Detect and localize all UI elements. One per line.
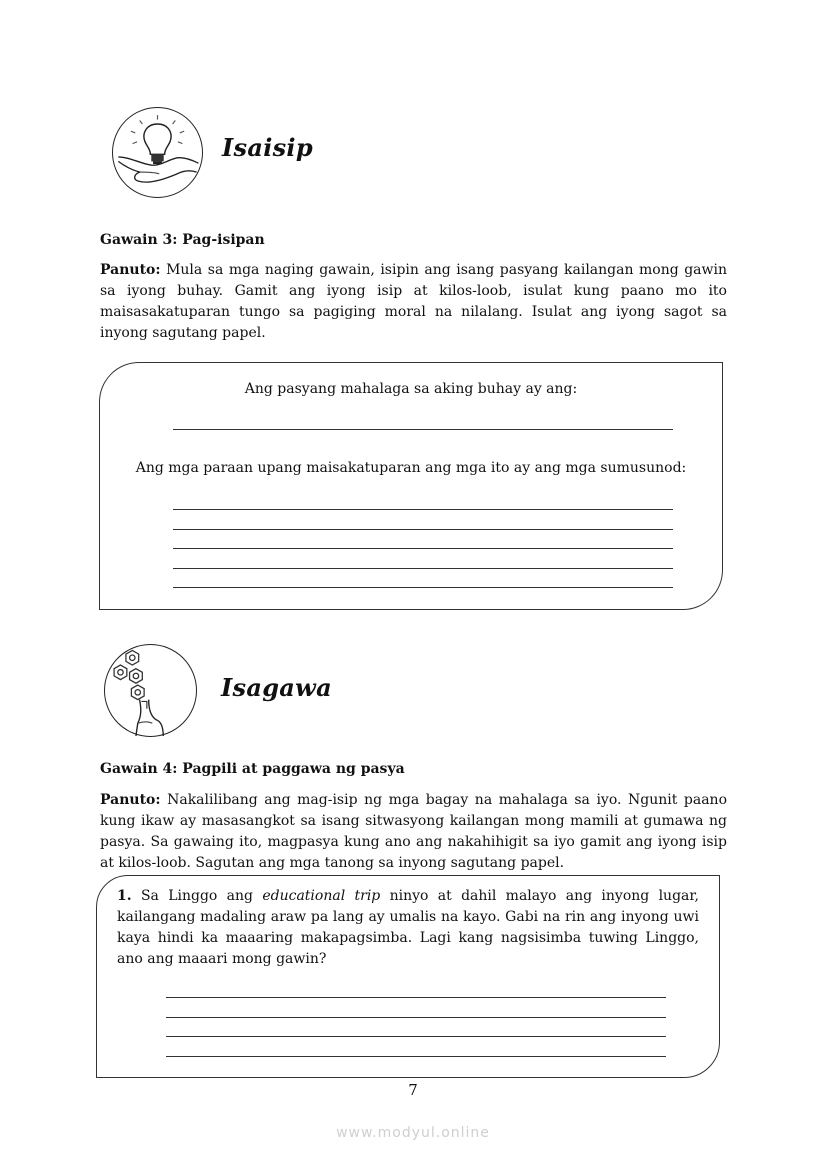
question-number: 1. <box>117 888 132 904</box>
answer-line[interactable] <box>173 568 673 569</box>
question-text: Sa Linggo ang <box>131 888 263 904</box>
answer-line[interactable] <box>166 1056 666 1057</box>
question-box-1 <box>96 875 720 1078</box>
answer-line[interactable] <box>166 1017 666 1018</box>
hand-with-gears-icon <box>104 644 197 737</box>
gawain-3-title: Gawain 3: Pag-isipan <box>100 232 265 248</box>
prompt-mga-paraan: Ang mga paraan upang maisakatuparan ang mga ito ay ang mga sumusunod: <box>135 460 687 476</box>
question-1-text <box>117 886 699 970</box>
answer-line[interactable] <box>173 587 673 588</box>
panuto-label: Panuto: <box>100 262 161 278</box>
answer-box-gawain-3 <box>99 362 723 610</box>
gawain-4-title: Gawain 4: Pagpili at paggawa ng pasya <box>100 761 405 777</box>
gawain-4-instructions <box>100 790 727 874</box>
panuto-label: Panuto: <box>100 792 161 808</box>
watermark: www.modyul.online <box>336 1125 490 1141</box>
section-title-isagawa: Isagawa <box>221 673 332 702</box>
answer-line[interactable] <box>173 509 673 510</box>
prompt-mahalagang-pasya: Ang pasyang mahalaga sa aking buhay ay ang: <box>244 381 578 397</box>
answer-line[interactable] <box>166 1036 666 1037</box>
page-number: 7 <box>408 1081 418 1099</box>
gawain-3-instructions <box>100 260 727 344</box>
question-text: ninyo at dahil malayo ang inyong lugar, kailangang madaling araw pa lang ay umalis na kayo. Gabi na rin ang inyong uwi kaya hindi ka maaaring makapagsimba. Lagi kang nagsisimba tuwing Linggo, ano ang maaari mong gawin? <box>117 888 699 967</box>
question-italic-term: educational trip <box>262 888 381 904</box>
panuto-text: Mula sa mga naging gawain, isipin ang isang pasyang kailangan mong gawin sa iyong buhay. Gamit ang iyong isip at kilos-loob, isulat kung paano mo ito maisasakatuparan tungo sa pagiging moral na nilalang. Isulat ang iyong sagot sa inyong sagutang papel. <box>100 262 727 341</box>
answer-line[interactable] <box>173 429 673 430</box>
panuto-text: Nakalilibang ang mag-isip ng mga bagay na mahalaga sa iyo. Ngunit paano kung ikaw ay masasangkot sa isang sitwasyong kailangan mong mamili at gumawa ng pasya. Sa gawaing ito, magpasya kung ano ang nakahihigit sa iyo gamit ang iyong isip at kilos-loob. Sagutan ang mga tanong sa inyong sagutang papel. <box>100 792 727 871</box>
answer-line[interactable] <box>173 548 673 549</box>
answer-line[interactable] <box>166 997 666 998</box>
lightbulb-on-hand-icon <box>112 107 203 198</box>
section-title-isaisip: Isaisip <box>222 133 313 162</box>
answer-line[interactable] <box>173 529 673 530</box>
